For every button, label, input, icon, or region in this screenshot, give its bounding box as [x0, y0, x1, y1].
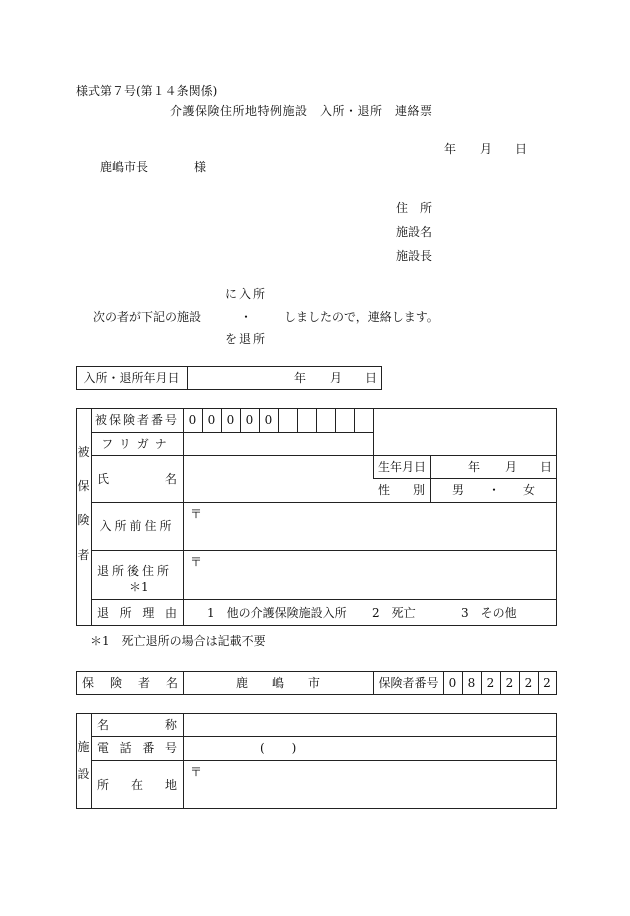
- postal-mark: 〒: [190, 555, 203, 569]
- name-label-1: 氏: [97, 471, 110, 486]
- insured-number-digit-10[interactable]: [354, 408, 373, 432]
- insured-number-digit-6[interactable]: [278, 408, 297, 432]
- admission-date-year: 年: [294, 371, 307, 385]
- reason-option-3[interactable]: 3 その他: [461, 606, 517, 620]
- addressee-name: 鹿嶋市長: [100, 160, 149, 174]
- sender-facility-label: 施設名: [396, 225, 433, 239]
- date-month: 月: [480, 142, 493, 156]
- facility-phone-label-1: 電: [97, 741, 110, 755]
- insured-side-label-3: 険: [77, 513, 90, 527]
- reason-label-3: 理: [142, 605, 155, 620]
- sex-separator: ・: [488, 483, 501, 497]
- facility-location-label-2: 在: [130, 777, 143, 792]
- insurer-number-digit-4: 2: [505, 676, 514, 690]
- form-number: 様式第７号(第１４条関係): [76, 84, 218, 98]
- footnote: ＊1 死亡退所の場合は記載不要: [90, 634, 266, 648]
- notice-suffix: しましたので，連絡します。: [284, 310, 439, 324]
- sex-field: [431, 479, 556, 501]
- sex-female-option[interactable]: 女: [523, 483, 536, 497]
- sender-director-label: 施設長: [396, 249, 433, 263]
- insurer-number-digit-5: 2: [524, 676, 533, 690]
- notice-dot: ・: [240, 310, 253, 324]
- admission-date-label: 入所・退所年月日: [83, 371, 180, 385]
- insured-side-label-4: 者: [77, 548, 90, 562]
- birth-date-field[interactable]: [431, 456, 556, 477]
- insurer-label-2: 険: [109, 676, 122, 690]
- postal-mark: 〒: [190, 765, 203, 779]
- name-label-2: 名: [164, 471, 177, 486]
- insurer-label-4: 名: [165, 676, 178, 690]
- sex-male-option[interactable]: 男: [452, 483, 465, 497]
- reason-label-1: 退: [97, 605, 110, 620]
- reason-label: [97, 599, 177, 626]
- insurer-name-2: 嶋: [271, 676, 284, 690]
- birth-year: 年: [468, 460, 481, 474]
- furigana-input[interactable]: [184, 433, 372, 454]
- postal-mark: 〒: [190, 507, 203, 521]
- name-input[interactable]: [184, 456, 372, 501]
- post-address-input[interactable]: [184, 551, 556, 598]
- insurer-name-1: 鹿: [236, 676, 249, 690]
- facility-name-label-2: 称: [164, 717, 177, 732]
- post-address-note: ＊1: [129, 580, 149, 594]
- insured-side-label-1: 被: [77, 445, 90, 459]
- facility-location-label-1: 所: [97, 777, 110, 792]
- insurer-label-1: 保: [82, 676, 95, 690]
- insurer-name-3: 市: [307, 676, 320, 690]
- prior-address-label: 入所前住所: [99, 519, 175, 533]
- insurer-number-digit-6: 2: [543, 676, 551, 690]
- sex-label-2: 別: [412, 483, 425, 497]
- form-title: 介護保険住所地特例施設 入所・退所 連絡票: [170, 104, 433, 118]
- insured-number-digit-9[interactable]: [335, 408, 354, 432]
- date-day: 日: [515, 142, 528, 156]
- facility-location-label-3: 地: [164, 777, 177, 792]
- notice-prefix: 次の者が下記の施設: [93, 310, 202, 324]
- insurer-number-digit-3: 2: [486, 676, 495, 690]
- insured-number-digit-2[interactable]: 0: [207, 413, 216, 427]
- facility-phone-label-3: 番: [142, 741, 155, 755]
- insured-number-label: 被保険者番号: [94, 413, 179, 427]
- admission-date-day: 日: [365, 371, 378, 385]
- insured-number-digit-3[interactable]: 0: [226, 413, 235, 427]
- furigana-label: フリガナ: [101, 436, 173, 451]
- date-year: 年: [444, 142, 457, 156]
- insurer-label: [82, 671, 178, 695]
- admission-date-month: 月: [330, 371, 343, 385]
- insurer-number-digit-1: 0: [448, 676, 457, 690]
- addressee-honorific: 様: [194, 160, 207, 174]
- birth-day: 日: [540, 460, 553, 474]
- reason-option-2[interactable]: 2 死亡: [372, 606, 416, 620]
- sex-label: [378, 478, 425, 502]
- facility-side-label-1: 施: [77, 740, 90, 754]
- facility-phone-label: [97, 736, 177, 760]
- facility-name-label-1: 名: [97, 717, 110, 732]
- sex-label-1: 性: [378, 483, 391, 497]
- name-label: [97, 455, 177, 502]
- facility-side-label-2: 設: [77, 767, 90, 781]
- facility-name-input[interactable]: [184, 714, 556, 735]
- insured-number-digit-7[interactable]: [297, 408, 316, 432]
- insured-number-digit-5[interactable]: 0: [264, 413, 273, 427]
- facility-phone-label-4: 号: [164, 741, 177, 755]
- insured-side-label-2: 保: [77, 479, 90, 493]
- reason-option-1[interactable]: 1 他の介護保険施設入所: [207, 606, 347, 620]
- insured-number-digit-1[interactable]: 0: [188, 413, 197, 427]
- reason-label-4: 由: [164, 605, 177, 620]
- facility-phone-input[interactable]: [184, 737, 556, 759]
- reason-label-2: 所: [119, 605, 132, 620]
- facility-name-label: [97, 713, 177, 736]
- facility-location-label: [97, 760, 177, 809]
- insurer-name: [236, 671, 320, 695]
- insurer-number-label: 保険者番号: [378, 676, 439, 690]
- notice-admit: に入所: [225, 287, 268, 301]
- sender-address-label: 住 所: [396, 201, 433, 215]
- prior-address-input[interactable]: [184, 503, 556, 549]
- facility-phone-label-2: 話: [119, 741, 132, 755]
- notice-discharge: を退所: [225, 332, 268, 346]
- phone-parens: ( ): [260, 741, 298, 755]
- admission-date-field[interactable]: [188, 366, 381, 390]
- insurer-number-digit-2: 8: [467, 676, 476, 690]
- birth-month: 月: [505, 460, 518, 474]
- facility-location-input[interactable]: [184, 761, 556, 808]
- insurer-label-3: 者: [137, 676, 150, 690]
- post-address-label: 退所後住所: [97, 564, 173, 578]
- birth-date-label: 生年月日: [377, 459, 426, 474]
- insured-number-digit-8[interactable]: [316, 408, 335, 432]
- insured-number-digit-4[interactable]: 0: [245, 413, 254, 427]
